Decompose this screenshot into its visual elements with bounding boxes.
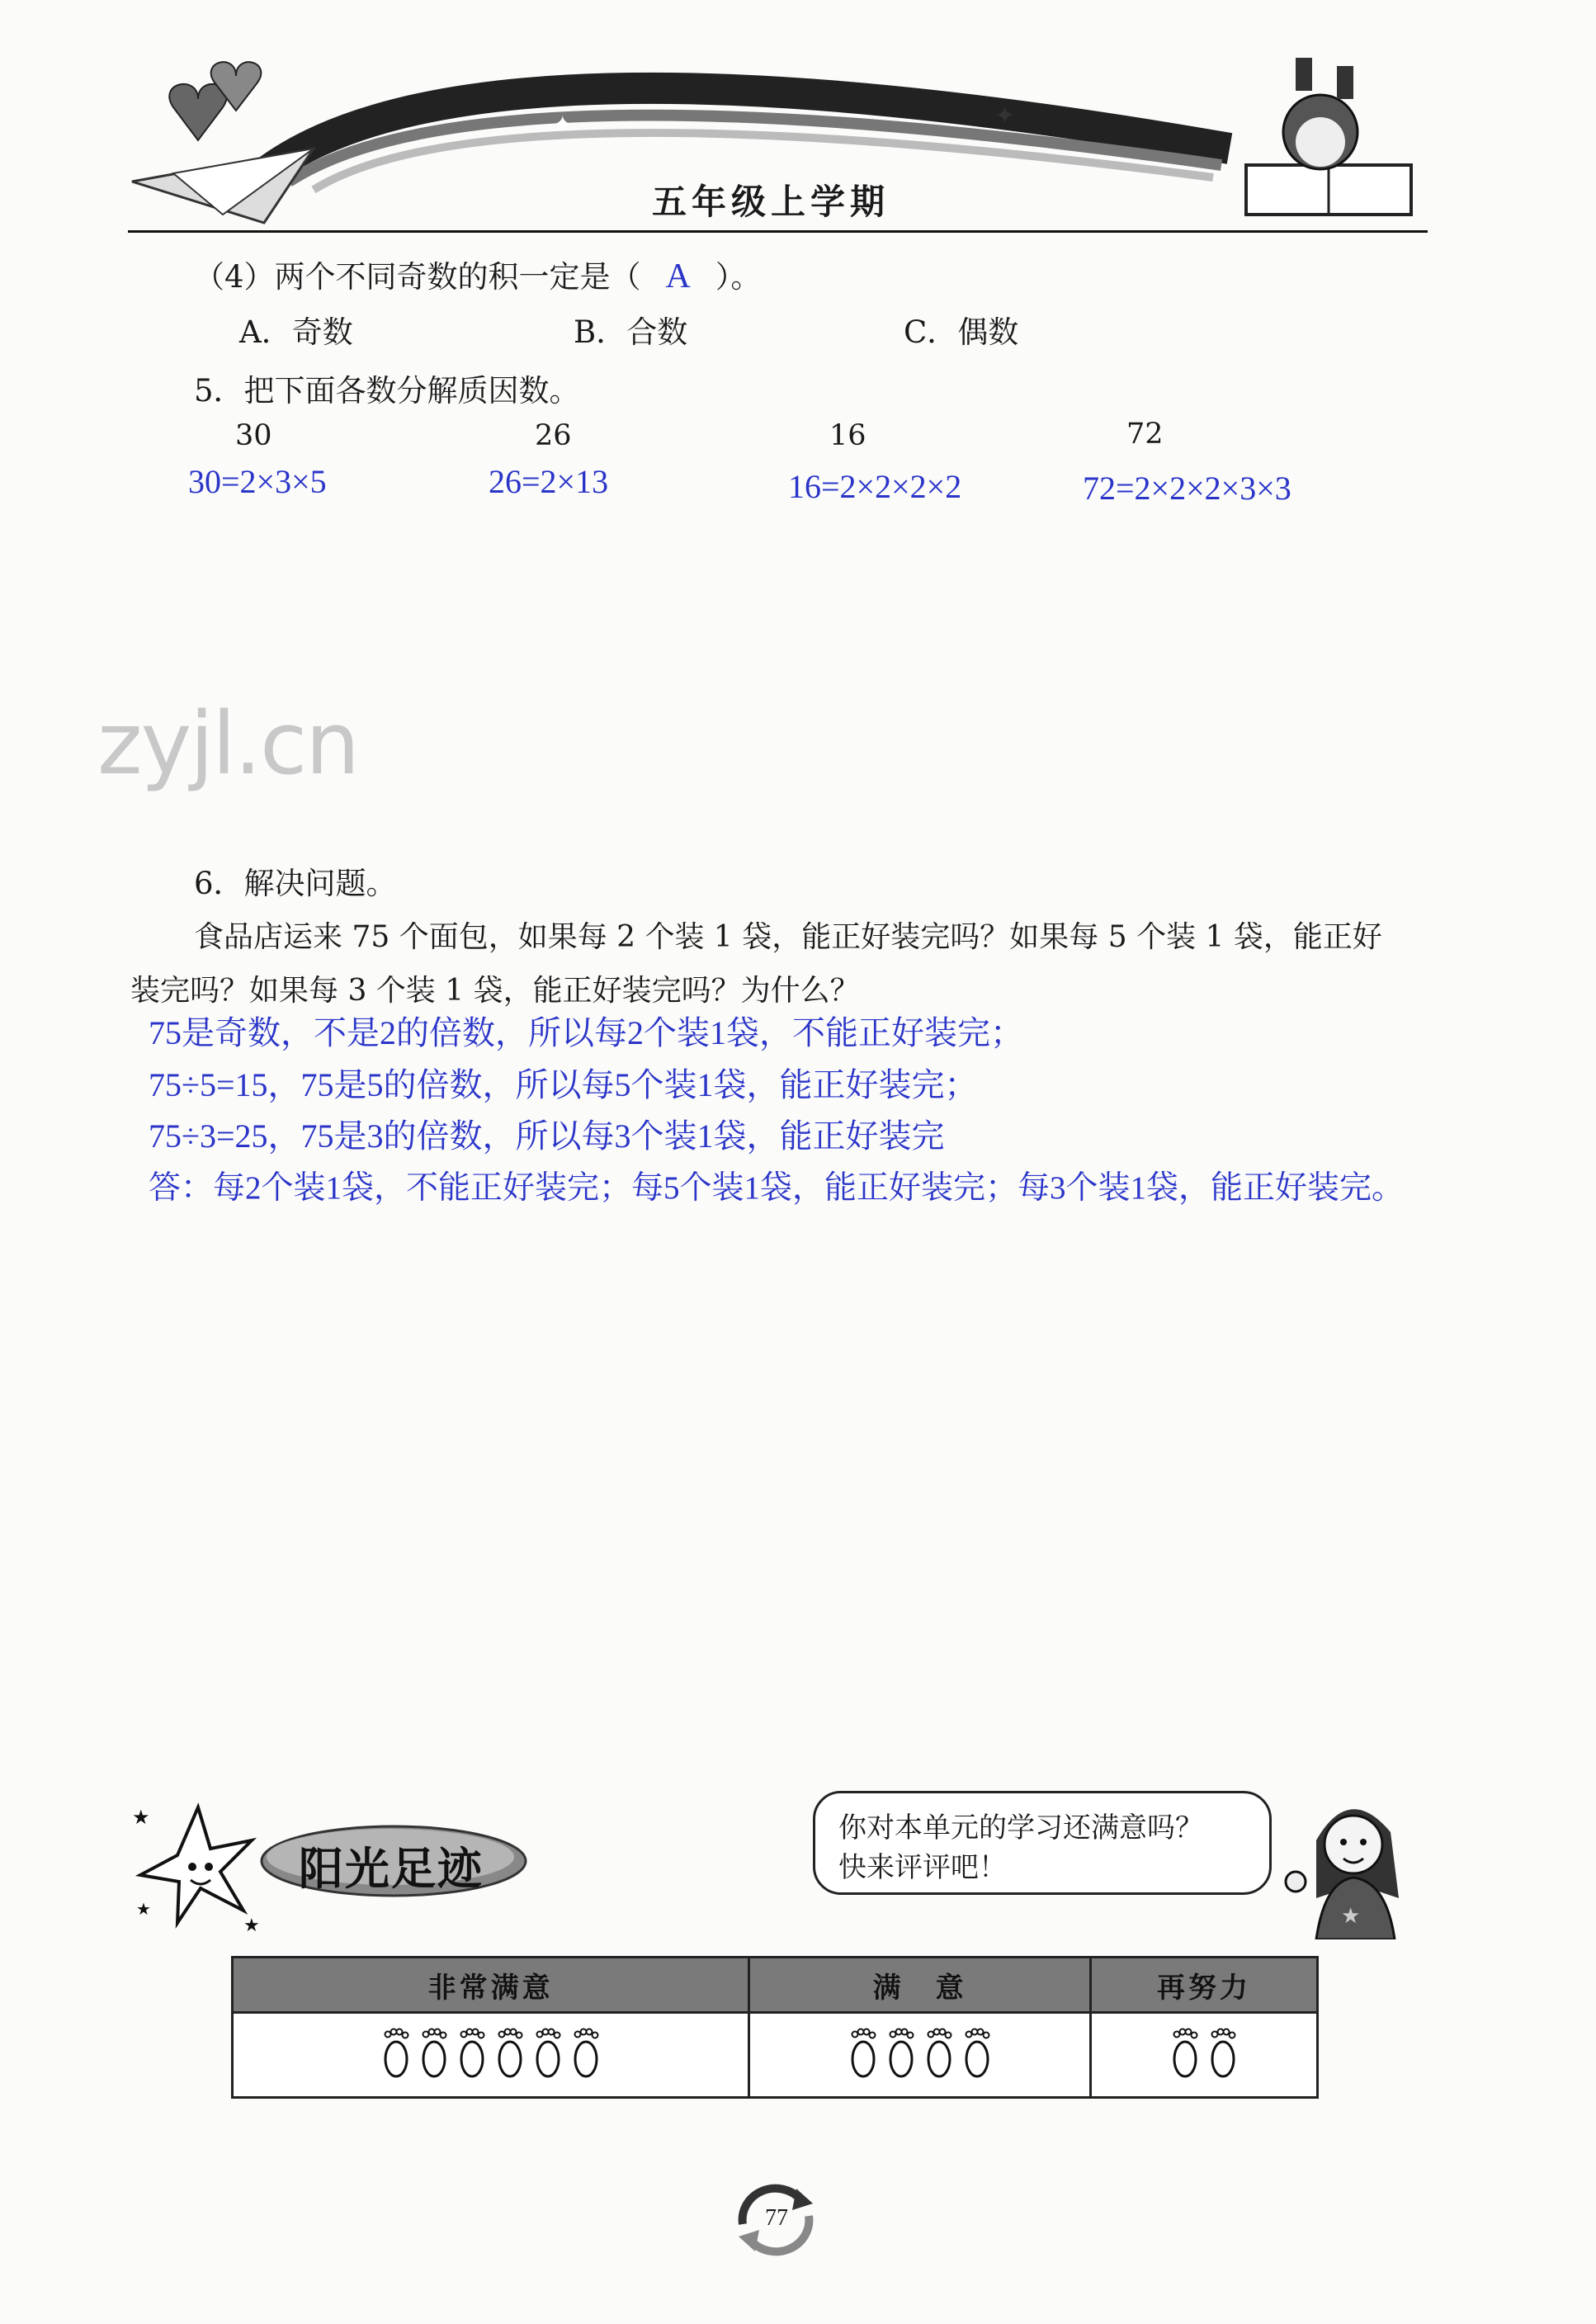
rating-cell-satisfied[interactable] bbox=[749, 2013, 1091, 2098]
svg-text:★: ★ bbox=[136, 1899, 151, 1919]
footprint-icon bbox=[1170, 2028, 1200, 2082]
rating-table bbox=[231, 1956, 1319, 2099]
svg-text:✦: ✦ bbox=[994, 102, 1016, 130]
svg-text:★: ★ bbox=[243, 1915, 260, 1936]
q5-title: 5．把下面各数分解质因数。 bbox=[194, 373, 580, 409]
q5-answer-26: 26=2×13 bbox=[489, 463, 609, 500]
q6-text-line2: 装完吗？如果每 3 个装 1 袋，能正好装完吗？为什么？ bbox=[130, 974, 860, 1008]
q5-number-72: 72 bbox=[1126, 418, 1164, 451]
footprint-icon bbox=[381, 2028, 411, 2082]
svg-text:✦: ✦ bbox=[553, 111, 573, 138]
rating-cell-very-satisfied[interactable] bbox=[233, 2013, 749, 2098]
q4-option-b: B．合数 bbox=[574, 314, 688, 350]
q6-text-line1: 食品店运来 75 个面包，如果每 2 个装 1 袋，能正好装完吗？如果每 5 个装 1 袋，能正好 bbox=[194, 920, 1382, 954]
rating-cell-try-harder[interactable] bbox=[1090, 2013, 1317, 2098]
rating-header-very-satisfied: 非常满意 bbox=[233, 1958, 749, 2013]
q6-title: 6．解决问题。 bbox=[194, 866, 397, 901]
speech-bubble bbox=[813, 1791, 1272, 1895]
q4-stem: （4）两个不同奇数的积一定是（ bbox=[194, 259, 641, 295]
footprints bbox=[381, 2028, 601, 2082]
rating-header-try-harder: 再努力 bbox=[1090, 1958, 1317, 2013]
q6-answer-line: 75÷3=25，75是3的倍数，所以每3个装1袋，能正好装完 bbox=[149, 1117, 945, 1155]
footprint-icon bbox=[924, 2028, 954, 2082]
star-mascot-icon bbox=[128, 1799, 268, 1939]
q5-number-26: 26 bbox=[535, 419, 572, 452]
q5-number-16: 16 bbox=[829, 419, 866, 452]
q4-option-a: A．奇数 bbox=[239, 314, 353, 350]
footprint-icon bbox=[457, 2028, 487, 2082]
grade-title: 五年级上学期 bbox=[652, 182, 890, 222]
q4-line bbox=[194, 252, 761, 296]
footprint-icon bbox=[419, 2028, 449, 2082]
q6-answer-conclusion: 答：每2个装1袋，不能正好装完；每5个装1袋，能正好装完；每3个装1袋，能正好装完。 bbox=[149, 1170, 1405, 1206]
bubble-line2: 快来评评吧！ bbox=[838, 1851, 1007, 1884]
footprint-icon bbox=[848, 2028, 878, 2082]
footprints bbox=[1170, 2028, 1238, 2082]
svg-text:★: ★ bbox=[1341, 1904, 1361, 1929]
header-rule bbox=[128, 230, 1428, 233]
footprint-icon bbox=[571, 2028, 601, 2082]
q6-answer-line: 75是奇数，不是2的倍数，所以每2个装1袋，不能正好装完； bbox=[149, 1014, 1023, 1051]
footprints bbox=[848, 2028, 992, 2082]
q6-answer-line: 75÷5=15，75是5的倍数，所以每5个装1袋，能正好装完； bbox=[149, 1066, 978, 1103]
q5-number-30: 30 bbox=[235, 419, 272, 452]
q5-answer-72: 72=2×2×2×3×3 bbox=[1083, 470, 1291, 507]
bubble-line1: 你对本单元的学习还满意吗？ bbox=[838, 1811, 1203, 1845]
footprint-icon bbox=[495, 2028, 525, 2082]
svg-text:★: ★ bbox=[132, 1806, 150, 1829]
page-number: 77 bbox=[765, 2205, 788, 2231]
rating-header-satisfied: 满 意 bbox=[749, 1958, 1091, 2013]
girl-mascot-icon bbox=[1271, 1783, 1428, 1939]
footprint-icon bbox=[533, 2028, 563, 2082]
q5-answer-30: 30=2×3×5 bbox=[188, 463, 327, 500]
q4-answer: A bbox=[665, 257, 691, 295]
footprint-icon bbox=[886, 2028, 916, 2082]
watermark: zyjl.cn bbox=[97, 693, 359, 794]
footprint-icon bbox=[1208, 2028, 1238, 2082]
sunshine-title: 阳光足迹 bbox=[299, 1843, 484, 1895]
q5-answer-16: 16=2×2×2×2 bbox=[788, 468, 962, 505]
q4-stem-end: ）。 bbox=[715, 259, 762, 295]
footprint-icon bbox=[962, 2028, 992, 2082]
q4-option-c: C．偶数 bbox=[904, 314, 1019, 350]
